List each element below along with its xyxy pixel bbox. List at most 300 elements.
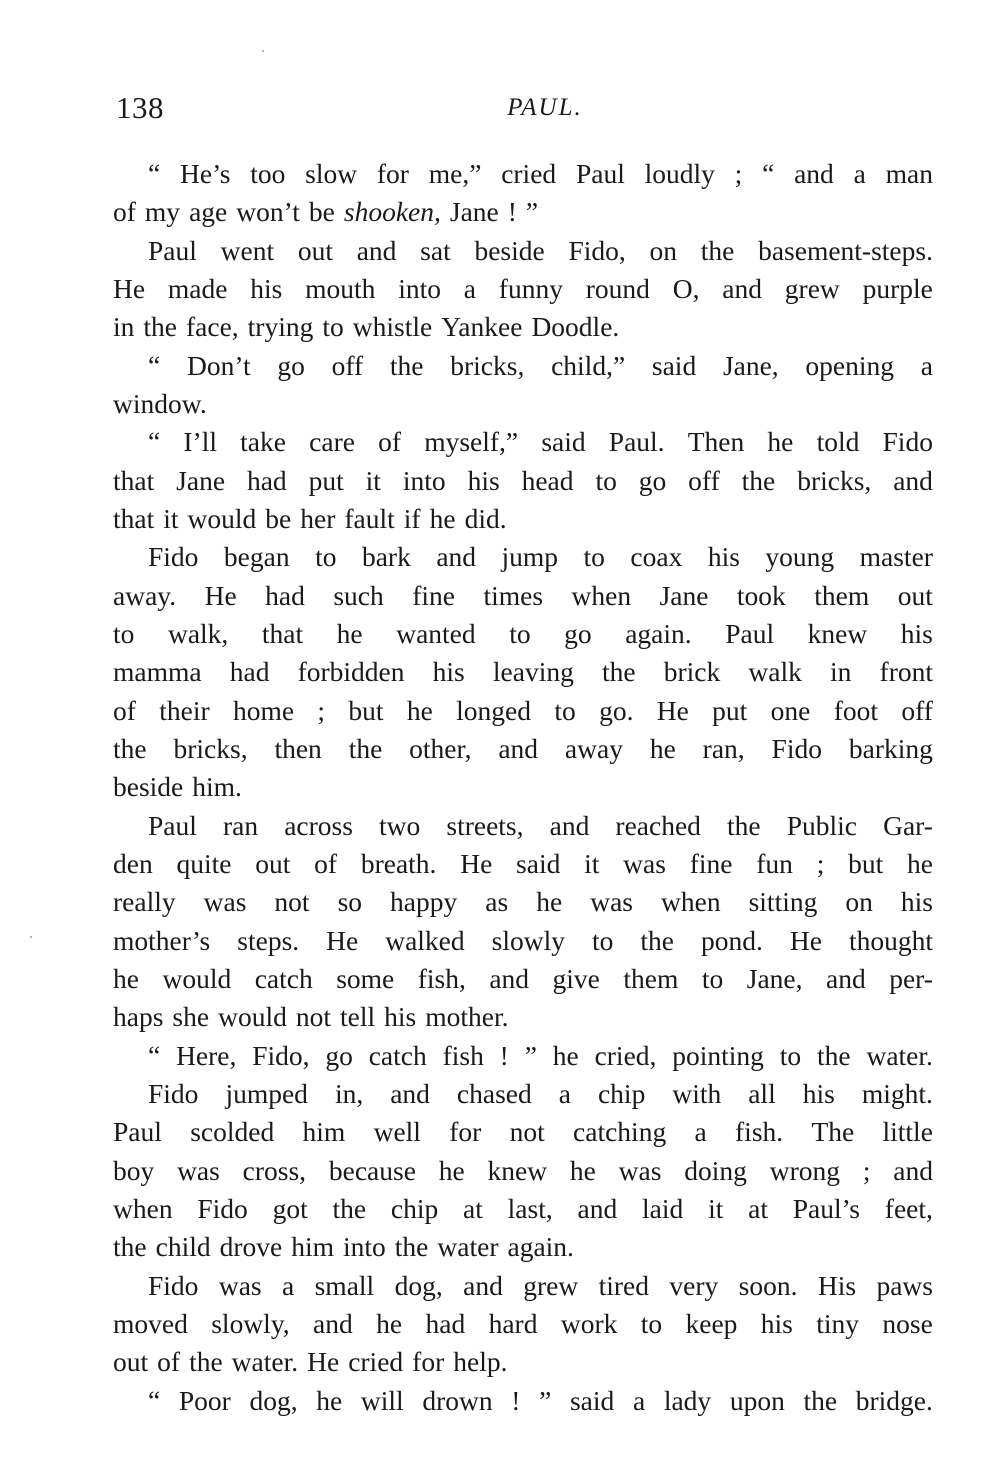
text-line (113, 998, 933, 1036)
word: Jane, (746, 962, 803, 994)
word: basement-steps. (758, 234, 933, 266)
word: that (113, 464, 155, 496)
word: the (332, 1192, 367, 1224)
word: steps. (237, 924, 300, 956)
word: into (343, 1231, 386, 1263)
word: bark (361, 541, 411, 573)
word: across (284, 809, 353, 841)
text-line (113, 845, 933, 883)
word: walked (385, 924, 465, 956)
word: bricks, (450, 349, 525, 381)
word: and (825, 962, 866, 994)
word: Paul (148, 809, 197, 841)
word: in (830, 656, 852, 688)
word: a (463, 272, 476, 304)
word: such (333, 579, 384, 611)
word: beside (474, 234, 545, 266)
text-line (113, 807, 933, 845)
word: Fido (771, 732, 822, 764)
word: she (172, 1001, 210, 1033)
word: scolded (190, 1116, 275, 1148)
word: longed (456, 694, 532, 726)
text-line (113, 922, 933, 960)
word: slow (305, 158, 358, 189)
word: moved (113, 1307, 188, 1339)
word: Paul (113, 1116, 162, 1148)
text-line (113, 692, 933, 730)
word: “ (148, 158, 161, 189)
word: had (246, 464, 287, 496)
word: away. (113, 579, 177, 611)
text-line (113, 960, 933, 998)
word: to (322, 311, 344, 343)
word: a (282, 1269, 295, 1301)
word: go (325, 1039, 353, 1071)
word: He (460, 847, 493, 879)
word: myself,” (424, 426, 519, 458)
word: of (113, 196, 136, 228)
word: bridge. (855, 1384, 933, 1416)
word: “ (762, 158, 775, 189)
word: ; (862, 1154, 871, 1186)
text-line (113, 385, 933, 423)
word: “ (148, 349, 161, 381)
word: Jane (176, 464, 226, 496)
word: quite (176, 847, 232, 879)
word: to (554, 694, 576, 726)
word: Fido (148, 541, 199, 573)
word: when (571, 579, 632, 611)
word: but (848, 847, 884, 879)
word: breath. (360, 847, 437, 879)
word: not (509, 1116, 545, 1148)
word: and (549, 809, 590, 841)
text-line (113, 1267, 933, 1305)
word: “ (148, 426, 161, 458)
word: he (113, 962, 139, 994)
word: mamma (113, 656, 202, 688)
text-line (113, 1113, 933, 1151)
word: he (376, 1307, 403, 1339)
word: he (316, 1384, 343, 1416)
word: beside (113, 771, 184, 803)
word: lady (663, 1384, 712, 1416)
word: well (373, 1116, 421, 1148)
word: was (618, 1154, 662, 1186)
text-line (113, 500, 933, 538)
word: head (521, 464, 574, 496)
word: Paul (725, 617, 775, 649)
text-line (113, 883, 933, 921)
word: care (309, 426, 355, 458)
word: other, (409, 732, 472, 764)
word: his (467, 464, 500, 496)
word: Fido (148, 1077, 199, 1109)
word: young (765, 541, 835, 573)
word: foot (833, 694, 878, 726)
word: to (779, 1039, 802, 1071)
word: cried, (594, 1039, 657, 1071)
word: Don’t (186, 349, 251, 381)
word: and (390, 1077, 430, 1109)
word: off (901, 694, 933, 726)
word: face, (186, 311, 239, 343)
text-line (113, 193, 933, 231)
word: haps (113, 1001, 164, 1033)
word: soon. (738, 1269, 798, 1301)
word: fine (412, 579, 455, 611)
word: off (331, 349, 364, 381)
word: chip (597, 1077, 646, 1109)
text-line (113, 462, 933, 500)
word: den (113, 847, 153, 879)
word: to (583, 541, 605, 573)
word: would (187, 502, 257, 534)
word: walk (748, 656, 802, 688)
word: ; (317, 694, 326, 726)
text-line (113, 1037, 933, 1075)
text-line (113, 730, 933, 768)
word: the (113, 1231, 147, 1263)
word: take (240, 426, 286, 458)
word: the (601, 656, 636, 688)
word: ran (222, 809, 259, 841)
word: him. (192, 771, 242, 803)
word: O, (672, 272, 700, 304)
word: the (803, 1384, 838, 1416)
word: dog, (249, 1384, 298, 1416)
word: mother. (425, 1001, 509, 1033)
word: for (412, 1346, 445, 1378)
word: front (879, 656, 933, 688)
word: and (436, 541, 477, 573)
word: coax (630, 541, 683, 573)
word: master (859, 541, 933, 573)
word: water (437, 1231, 499, 1263)
word: a (694, 1116, 707, 1148)
word: of (378, 426, 402, 458)
word: ; (734, 158, 743, 189)
word: and (498, 732, 539, 764)
word: he (552, 1039, 579, 1071)
word: the (143, 311, 177, 343)
word: paws (876, 1269, 933, 1301)
word: cried (348, 1346, 404, 1378)
word: age (189, 196, 228, 228)
word: with (672, 1077, 722, 1109)
word: tired (598, 1269, 649, 1301)
word: ” (525, 196, 539, 228)
word: round (585, 272, 650, 304)
word: when (113, 1192, 173, 1224)
word: funny (498, 272, 563, 304)
word: He (113, 272, 146, 304)
word: it (708, 1192, 724, 1224)
word: water. (866, 1039, 933, 1071)
word: fine (689, 847, 733, 879)
word: out (255, 847, 291, 879)
word: Then (687, 426, 745, 458)
word: the (817, 1039, 851, 1071)
word: Here, (176, 1039, 237, 1071)
word: man (885, 158, 933, 189)
text-line (113, 1382, 933, 1420)
text-line (113, 1228, 933, 1266)
word: ran, (702, 732, 745, 764)
word: sitting (748, 886, 818, 918)
word: Yankee (441, 311, 523, 343)
word: not (295, 1001, 331, 1033)
word: them (623, 962, 679, 994)
word: help. (453, 1346, 508, 1378)
word: again. (507, 1231, 574, 1263)
word: said (541, 426, 586, 458)
word: tell (339, 1001, 376, 1033)
word: to (113, 617, 135, 649)
word: upon (729, 1384, 785, 1416)
word: Gar- (883, 809, 933, 841)
word: bricks, (173, 732, 248, 764)
word: He (656, 694, 689, 726)
word: would (162, 962, 232, 994)
word: to (701, 962, 724, 994)
word: “ (148, 1384, 161, 1416)
word: made (167, 272, 228, 304)
word: because (328, 1154, 416, 1186)
word: got (272, 1192, 308, 1224)
word: jumped (225, 1077, 308, 1109)
word: to (315, 541, 337, 573)
word: fun (756, 847, 793, 879)
word: doing (684, 1154, 747, 1186)
word: happy (390, 886, 458, 918)
word: his (802, 1077, 835, 1109)
word: ” (539, 1384, 552, 1416)
word: the (700, 234, 735, 266)
word: jump (501, 541, 559, 573)
word: Fido (148, 1269, 199, 1301)
word: away (564, 732, 623, 764)
word: might. (861, 1077, 933, 1109)
word: opening (805, 349, 895, 381)
word: mouth (305, 272, 376, 304)
word: Poor (178, 1384, 231, 1416)
paper-speck (262, 50, 264, 52)
word: Paul (575, 158, 625, 189)
word: a (853, 158, 866, 189)
word: out (897, 579, 933, 611)
word: Doodle. (531, 311, 620, 343)
word: Fido (197, 1192, 248, 1224)
word: the (348, 732, 383, 764)
word: on (649, 234, 677, 266)
word: and (794, 158, 834, 189)
text-line (113, 538, 933, 576)
word: his (760, 1307, 793, 1339)
word: to (509, 617, 531, 649)
text-line (113, 768, 933, 806)
word: put (308, 464, 344, 496)
word: He’s (180, 158, 231, 189)
word: the (727, 809, 761, 841)
word: some (336, 962, 395, 994)
word: grew (784, 272, 840, 304)
text-line (113, 1152, 933, 1190)
word: in (113, 311, 135, 343)
word: wanted (396, 617, 476, 649)
word: mother’s (113, 924, 211, 956)
word: really (113, 886, 176, 918)
word: was (218, 1269, 262, 1301)
word: Fido (882, 426, 933, 458)
word: the (741, 464, 776, 496)
word: had (425, 1307, 466, 1339)
word: very (669, 1269, 719, 1301)
word: of (157, 1346, 181, 1378)
word: hard (488, 1307, 538, 1339)
text-line (113, 270, 933, 308)
word: won’t (236, 196, 300, 228)
word: his (900, 886, 933, 918)
word: I’ll (183, 426, 217, 458)
word: told (816, 426, 860, 458)
page-number: 138 (116, 90, 164, 125)
word: went (220, 234, 275, 266)
word: per- (889, 962, 933, 994)
word: was (623, 847, 666, 879)
word: he (406, 694, 433, 726)
word: laid (642, 1192, 684, 1224)
word: His (817, 1269, 857, 1301)
word: not (274, 886, 310, 918)
word: said (651, 349, 697, 381)
word: loudly (644, 158, 715, 189)
word: nose (882, 1307, 933, 1339)
word: pond. (700, 924, 763, 956)
word: Paul’s (792, 1192, 860, 1224)
word: but (348, 694, 384, 726)
word: off (688, 464, 720, 496)
word: he (907, 847, 933, 879)
word: a (632, 1384, 646, 1416)
word: said (516, 847, 561, 879)
word: it (584, 847, 600, 879)
word: their (159, 694, 210, 726)
word: and (489, 962, 530, 994)
word: he (536, 886, 563, 918)
word: “ (148, 1039, 161, 1071)
word: drove (219, 1231, 283, 1263)
word: for (449, 1116, 482, 1148)
word: slowly (491, 924, 565, 956)
word: his (707, 541, 740, 573)
word: on (845, 886, 873, 918)
word: his (900, 617, 933, 649)
text-line (113, 1305, 933, 1343)
word: he (429, 502, 456, 534)
word: brick (663, 656, 721, 688)
word: forbidden (297, 656, 405, 688)
word: the (640, 924, 674, 956)
word: that (261, 617, 304, 649)
word: child (155, 1231, 211, 1263)
word: my (144, 196, 181, 228)
word: cried (501, 158, 557, 189)
word: bricks, (797, 464, 872, 496)
word: The (811, 1116, 855, 1148)
word: go. (599, 694, 634, 726)
word: ! (499, 1039, 509, 1071)
paper-speck (30, 936, 32, 938)
word: go (277, 349, 305, 381)
word: window. (113, 387, 207, 419)
word: keep (685, 1307, 738, 1339)
word: ” (524, 1039, 537, 1071)
word: ! (511, 1384, 521, 1416)
word: the (389, 349, 424, 381)
word: and (356, 234, 397, 266)
text-line (113, 347, 933, 385)
word: boy (113, 1154, 155, 1186)
word: fault (344, 502, 395, 534)
word: was (203, 886, 247, 918)
word: took (736, 579, 786, 611)
word: he (569, 1154, 596, 1186)
word: he (649, 732, 676, 764)
text-line (113, 155, 933, 193)
word: put (712, 694, 748, 726)
word: barking (848, 732, 933, 764)
word: Fido, (252, 1039, 310, 1071)
word: had (265, 579, 305, 611)
word: them (814, 579, 870, 611)
word: Jane (659, 579, 709, 611)
text-line (113, 423, 933, 461)
word: Paul (148, 234, 197, 266)
word: child,” (551, 349, 626, 381)
word: too (250, 158, 286, 189)
word: home (232, 694, 295, 726)
word: two (379, 809, 421, 841)
word: of (113, 694, 136, 726)
word: out (297, 234, 333, 266)
word: the (189, 1346, 223, 1378)
word: said (569, 1384, 615, 1416)
word: tiny (816, 1307, 860, 1339)
word: to (640, 1307, 663, 1339)
word: to (591, 924, 614, 956)
word: fish. (735, 1116, 784, 1148)
text-line (113, 1190, 933, 1228)
italic-word: shooken, (343, 196, 441, 228)
word: fish, (417, 962, 466, 994)
word: last, (507, 1192, 553, 1224)
word: and (577, 1192, 618, 1224)
word: small (314, 1269, 375, 1301)
word: he (767, 426, 794, 458)
word: began (223, 541, 290, 573)
word: dog, (394, 1269, 443, 1301)
word: his (250, 272, 283, 304)
word: sat (420, 234, 451, 266)
word: chased (456, 1077, 532, 1109)
word: walk, (167, 617, 229, 649)
word: give (552, 962, 600, 994)
word: chip (390, 1192, 439, 1224)
word: at (463, 1192, 483, 1224)
word: his (384, 1001, 417, 1033)
text-line (113, 308, 933, 346)
